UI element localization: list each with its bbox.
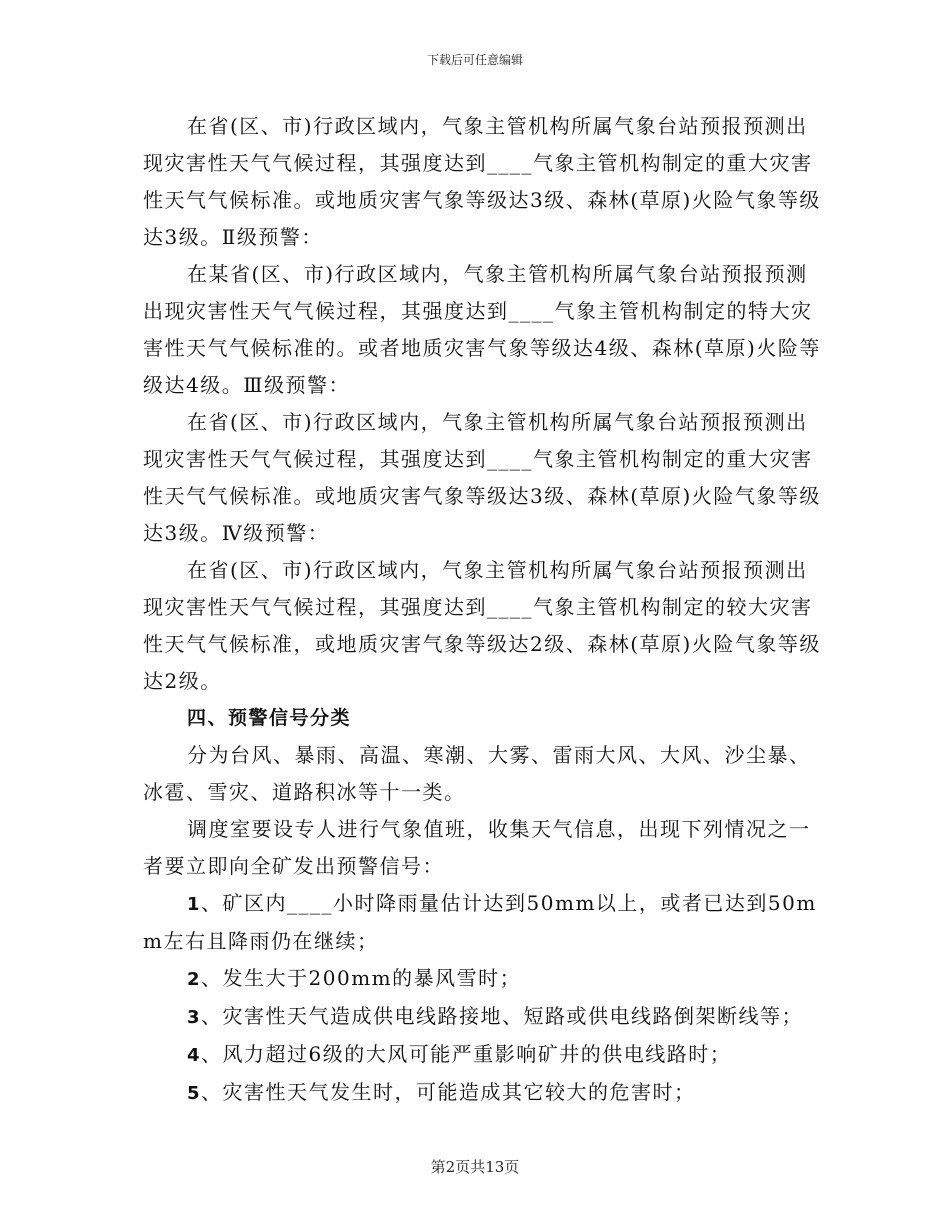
- list-item-number: 3: [187, 1007, 202, 1028]
- paragraph-signal-types: 分为台风、暴雨、高温、寒潮、大雾、雷雨大风、大风、沙尘暴、冰雹、雪灾、道路积冰等十一类。: [143, 743, 811, 804]
- list-item-number: 2: [187, 969, 202, 990]
- list-item-number: 1: [187, 894, 202, 915]
- list-item: [143, 1036, 823, 1074]
- list-item: [143, 885, 823, 960]
- list-item-text: 、发生大于200mm的暴风雪时；: [201, 966, 522, 990]
- list-item-text: 、矿区内____小时降雨量估计达到50mm以上，或者已达到50mm左右且降雨仍在继续；: [143, 891, 817, 953]
- paragraph-level-iv: 在省(区、市)行政区域内，气象主管机构所属气象台站预报预测出现灾害性天气气候过程，其强度达到____气象主管机构制定的重大灾害性天气气候标准。或地质灾害气象等级达3级、森林(草原)火险气象等级达3级。Ⅳ级预警：: [143, 410, 821, 545]
- list-item-text: 、灾害性天气发生时，可能造成其它较大的危害时；: [201, 1080, 696, 1104]
- section-heading: 四、预警信号分类: [187, 707, 352, 729]
- list-item: [143, 1074, 823, 1112]
- list-item-number: 4: [187, 1045, 202, 1066]
- list-item: [143, 960, 823, 998]
- list-item-number: 5: [187, 1083, 202, 1104]
- list-item-text: 、风力超过6级的大风可能严重影响矿井的供电线路时；: [201, 1042, 732, 1066]
- list-item-text: 、灾害性天气造成供电线路接地、短路或供电线路倒架断线等；: [201, 1004, 804, 1028]
- page-footer: 第2页共13页: [430, 1158, 520, 1176]
- document-body: [143, 108, 823, 1112]
- paragraph-level-iii: 在某省(区、市)行政区域内，气象主管机构所属气象台站预报预测出现灾害性天气气候过程，其强度达到____气象主管机构制定的特大灾害性天气气候标准的。或者地质灾害气象等级达4级、森林(草原)火险等级达4级。Ⅲ级预警：: [143, 262, 821, 397]
- list-item: [143, 998, 823, 1036]
- paragraph-level-iv-detail: 在省(区、市)行政区域内，气象主管机构所属气象台站预报预测出现灾害性天气气候过程，其强度达到____气象主管机构制定的较大灾害性天气气候标准，或地质灾害气象等级达2级、森林(草原)火险气象等级达2级。: [143, 558, 821, 693]
- page-header: 下载后可任意编辑: [426, 53, 523, 67]
- paragraph-level-ii: 在省(区、市)行政区域内，气象主管机构所属气象台站预报预测出现灾害性天气气候过程，其强度达到____气象主管机构制定的重大灾害性天气气候标准。或地质灾害气象等级达3级、森林(草原)火险气象等级达3级。Ⅱ级预警：: [143, 114, 821, 249]
- paragraph-duty-room: 调度室要设专人进行气象值班，收集天气信息，出现下列情况之一者要立即向全矿发出预警信号：: [143, 817, 811, 878]
